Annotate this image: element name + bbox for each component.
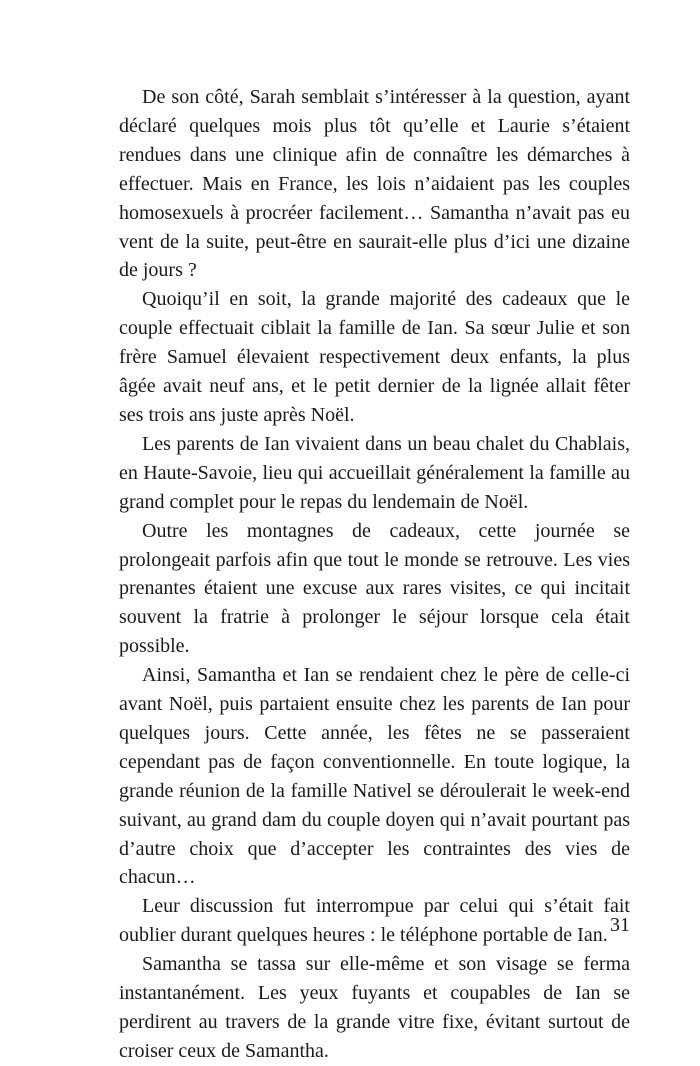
paragraph-1: De son côté, Sarah semblait s’intéresser à la question, ayant déclaré quelques mois plus tôt qu’elle et Laurie s’étaient rendues dans une clinique afin de connaître les démarches à effectuer. Mais en France, les lois n’aidaient pas les couples homosexuels à procréer facilement… Samantha n’avait pas eu vent de la suite, peut-être en saurait-elle plus d’ici une dizaine de jours ? bbox=[119, 86, 630, 282]
paragraph-7: Samantha se tassa sur elle-même et son visage se ferma instantanément. Les yeux fuyants et coupables de Ian se perdirent au travers de la grande vitre fixe, évitant surtout de croiser ceux de Samantha. bbox=[119, 953, 630, 1062]
paragraph-4: Outre les montagnes de cadeaux, cette journée se prolongeait parfois afin que tout le monde se retrouve. Les vies prenantes étaient une excuse aux rares visites, ce qui incitait souvent la fratrie à prolonger le séjour lorsque cela était possible. bbox=[119, 519, 630, 658]
paragraph-3: Les parents de Ian vivaient dans un beau chalet du Chablais, en Haute-Savoie, lieu qui accueillait généralement la famille au grand complet pour le repas du lendemain de Noël. bbox=[119, 432, 630, 513]
paragraph-5: Ainsi, Samantha et Ian se rendaient chez le père de celle-ci avant Noël, puis partaient ensuite chez les parents de Ian pour quelques jours. Cette année, les fêtes ne se passeraient cependant pas de façon conventionnelle. En toute logique, la grande réunion de la famille Nativel se déroulerait le week-end suivant, au grand dam du couple doyen qui n’avait pourtant pas d’autre choix que d’accepter les contraintes des vies de chacun… bbox=[119, 664, 630, 889]
paragraph-2: Quoiqu’il en soit, la grande majorité des cadeaux que le couple effectuait ciblait la famille de Ian. Sa sœur Julie et son frère Samuel élevaient respectivement deux enfants, la plus âgée avait neuf ans, et le petit dernier de la lignée allait fêter ses trois ans juste après Noël. bbox=[119, 288, 630, 426]
page-number: 31 bbox=[610, 914, 630, 936]
paragraph-6: Leur discussion fut interrompue par celui qui s’était fait oublier durant quelques heures : le téléphone portable de Ian. bbox=[119, 895, 630, 947]
body-text bbox=[119, 83, 630, 1066]
